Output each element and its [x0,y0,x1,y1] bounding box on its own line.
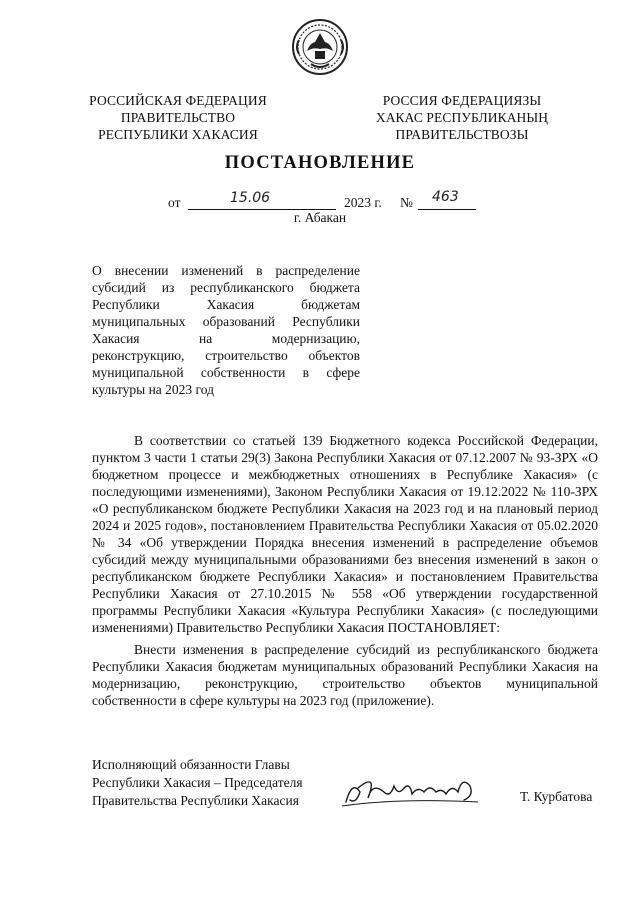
signer-name: Т. Курбатова [520,789,593,804]
position-line: Республики Хакасия – Председателя [92,775,303,790]
header-left-line: РОССИЙСКАЯ ФЕДЕРАЦИЯ [89,93,267,108]
header-left-line: ПРАВИТЕЛЬСТВО [120,110,236,125]
document-subject [92,262,360,398]
subject-line: Хакасия на модернизацию, [92,331,360,346]
subject-line: муниципальной собственности в сфере [92,365,360,380]
subject-line: реконструкцию, строительство объектов [92,348,360,363]
body-paragraph-2: Внести изменения в распределение субсидий из республиканского бюджета Республики Хакасия бюджетам муниципальных образований Республики Хакасия на модернизацию, реконструкцию, строительство объектов муниципальной собственности в сфере культуры на 2023 год (приложение). [92,642,598,708]
header-left [78,92,278,143]
header-left-line: РЕСПУБЛИКИ ХАКАСИЯ [98,127,258,142]
signatory-position [92,756,303,810]
document-title: ПОСТАНОВЛЕНИЕ [224,153,416,173]
subject-line: Республики Хакасия бюджетам [92,297,360,312]
subject-line: О внесении изменений в распределение [92,263,360,278]
subject-line: культуры на 2023 год [92,382,214,397]
handwritten-signature [338,762,488,812]
header-right-line: ХАКАС РЕСПУБЛИКАНЫҢ [375,110,549,125]
city-line: г. Абакан [293,210,347,225]
position-line: Правительства Республики Хакасия [92,793,299,808]
year-text: 2023 г. [344,195,382,210]
header-right-line: РОССИЯ ФЕДЕРАЦИЯЗЫ [382,93,542,108]
date-handwritten: 15.06 [230,190,271,206]
subject-line: муниципальных образований Республики [92,314,360,329]
position-line: Исполняющий обязанности Главы [92,757,290,772]
coat-of-arms-emblem [291,18,349,76]
header-right [358,92,566,143]
number-sign: № [400,195,413,210]
number-handwritten: 463 [432,189,459,205]
date-prefix: от [168,195,181,210]
body-paragraph-1: В соответствии со статьей 139 Бюджетного кодекса Российской Федерации, пунктом 3 части 1 статьи 29(3) Закона Республики Хакасия от 07.12.2007 № 93-ЗРХ «О бюджетном процессе и межбюджетных отношениях в Республике Хакасия» (с последующими изменениями), Законом Республики Хакасия от 19.12.2022 № 110-ЗРХ «О республиканском бюджете Республики Хакасия на 2023 год и на плановый период 2024 и 2025 годов», постановлением Правительства Республики Хакасия от 05.02.2020 № 34 «Об утверждении Порядка внесения изменений в распределение объемов субсидий между муниципальными образованиями без внесения изменений в закон о республиканском бюджете Республики Хакасия» и постановлением Правительства Республики Хакасия от 27.10.2015 № 558 «Об утверждении государственной программы Республики Хакасия «Культура Республики Хакасия» (с последующими изменениями) Правительство Республики Хакасия ПОСТАНОВЛЯЕТ: [92,433,598,635]
header-right-line: ПРАВИТЕЛЬСТВОЗЫ [395,127,529,142]
subject-line: субсидий из республиканского бюджета [92,280,360,295]
